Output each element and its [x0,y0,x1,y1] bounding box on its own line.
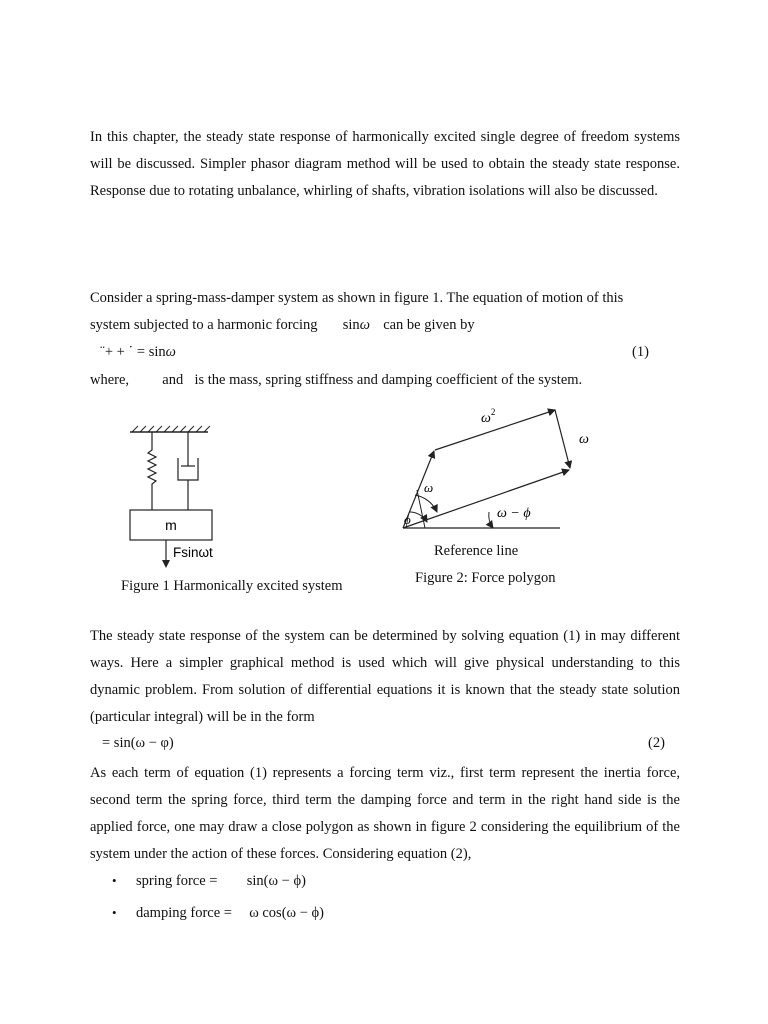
equation-2: = sin(ω − φ) [102,735,174,751]
consider-line-2-a: system subjected to a harmonic forcing [90,317,318,333]
bullet-spring-force [112,871,306,891]
equation-1-omega: ω [165,344,176,360]
force-label: Fsinωt [173,545,213,560]
figure2-caption: Figure 2: Force polygon [415,570,556,586]
intro-paragraph: In this chapter, the steady state response of harmonically excited single degree of freedom systems will be discussed. Simpler phasor diagram method will be used to obtain the steady state response. Response due to rotating unbalance, whirling of shafts, vibration isolations will also be discussed. [90,129,680,199]
bullet-icon: • [112,905,117,920]
omega-inner-label: ω [424,480,434,495]
phi-label: ϕ [404,512,411,527]
where-c: is the mass, spring stiffness and damping coefficient of the system. [194,372,583,388]
where-line [90,370,582,390]
spring-icon [148,432,156,510]
where-b: and [162,372,184,388]
omega-phi-arc [489,512,493,528]
force-arrow-head [162,560,170,568]
consider-line-1: Consider a spring-mass-damper system as shown in figure 1. The equation of motion of this [90,290,624,306]
mass-label: m [165,517,177,533]
consider-line-2-c: can be given by [383,317,475,333]
ceiling-hatching [132,426,210,432]
bullet-spring-expr: sin(ω − ϕ) [246,873,306,889]
forces-paragraph: As each term of equation (1) represents a forcing term viz., first term represent the inertia force, second term the spring force, third term the damping force and term in the right hand side is the applied force, one may draw a close polygon as shown in figure 2 considering the equilibrium of the system under the action of these forces. Considering equation (2), [90,765,680,862]
omega-squared-label: $\omega^2$ [481,407,496,426]
bullet-icon: • [112,873,117,888]
omega-label: ω [579,432,589,447]
omega-symbol: ω [359,317,370,333]
bullet-damping-expr: ω cos(ω − ϕ) [249,905,324,921]
consider-line-2 [90,315,475,335]
bullet-damping-force [112,903,324,923]
omega-minus-phi-label: ω − ϕ [497,506,531,521]
bullet-damping-label: damping force = [136,905,232,921]
bullet-spring-label: spring force = [136,873,218,889]
equation-1-text: ¨+ + ˙ = sin [100,344,166,360]
equation-1-number: (1) [632,344,649,360]
figure1-diagram [110,420,240,575]
where-a: where, [90,372,130,388]
figure1-caption: Figure 1 Harmonically excited system [121,578,343,594]
applied-force-vector [403,470,569,528]
equation-2-number: (2) [648,735,665,751]
damper-icon [178,432,198,510]
equation-1 [100,342,176,362]
steady-paragraph: The steady state response of the system can be determined by solving equation (1) in may different ways. Here a simpler graphical method is used which will give physical understanding to this dynamic problem. From solution of differential equations it is known that the steady state solution (particular integral) will be in the form [90,628,680,725]
reference-line-label: Reference line [434,543,519,559]
consider-line-2-b: sin [342,317,360,333]
figure2-diagram [395,400,600,535]
damping-force-vector [555,410,570,468]
